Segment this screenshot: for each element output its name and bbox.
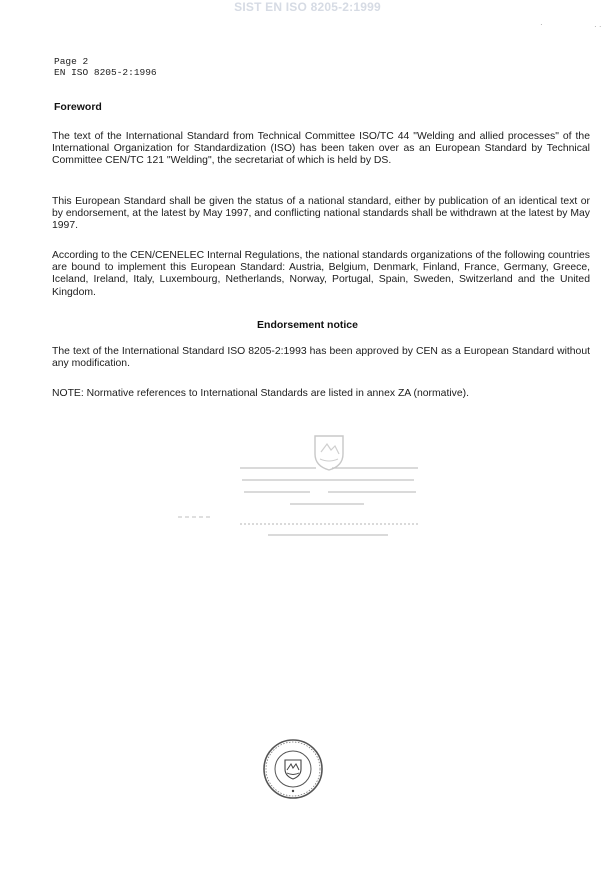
page-header (54, 56, 157, 78)
endorsement-heading: Endorsement notice (257, 319, 358, 331)
scan-specks: · · (594, 22, 602, 31)
foreword-paragraph-3: According to the CEN/CENELEC Internal Regulations, the national standards organizations of the following countries are bound to implement this European Standard: Austria, Belgium, Denmark, Finland, France, Germany, Greece, Iceland, Ireland, Italy, Luxembourg, Netherlands, Norway, Portugal, Spain, Sweden, Switzerland and the United Kingdom. (52, 250, 590, 298)
official-seal-icon (262, 738, 324, 800)
watermark: SIST EN ISO 8205-2:1999 (234, 0, 381, 14)
faded-stamp-text-icon (236, 462, 426, 542)
foreword-paragraph-1: The text of the International Standard from Technical Committee ISO/TC 44 "Welding and allied processes" of the International Organization for Standardization (ISO) has been taken over as an European Standard by Technical Committee CEN/TC 121 "Welding", the secretariat of which is held by DS. (52, 131, 590, 167)
normative-note: NOTE: Normative references to International Standards are listed in annex ZA (normative). (52, 388, 469, 399)
foreword-paragraph-2: This European Standard shall be given the status of a national standard, either by publication of an identical text or by endorsement, at the latest by May 1997, and conflicting national standards shall be withdrawn at the latest by May 1997. (52, 196, 590, 232)
scan-specks: · (540, 20, 543, 29)
scan-mark-icon (176, 512, 216, 522)
page-number: Page 2 (54, 56, 89, 67)
foreword-heading: Foreword (54, 101, 102, 113)
endorsement-text: The text of the International Standard ISO 8205-2:1993 has been approved by CEN as a European Standard without any modification. (52, 346, 590, 370)
standard-number: EN ISO 8205-2:1996 (54, 67, 157, 78)
